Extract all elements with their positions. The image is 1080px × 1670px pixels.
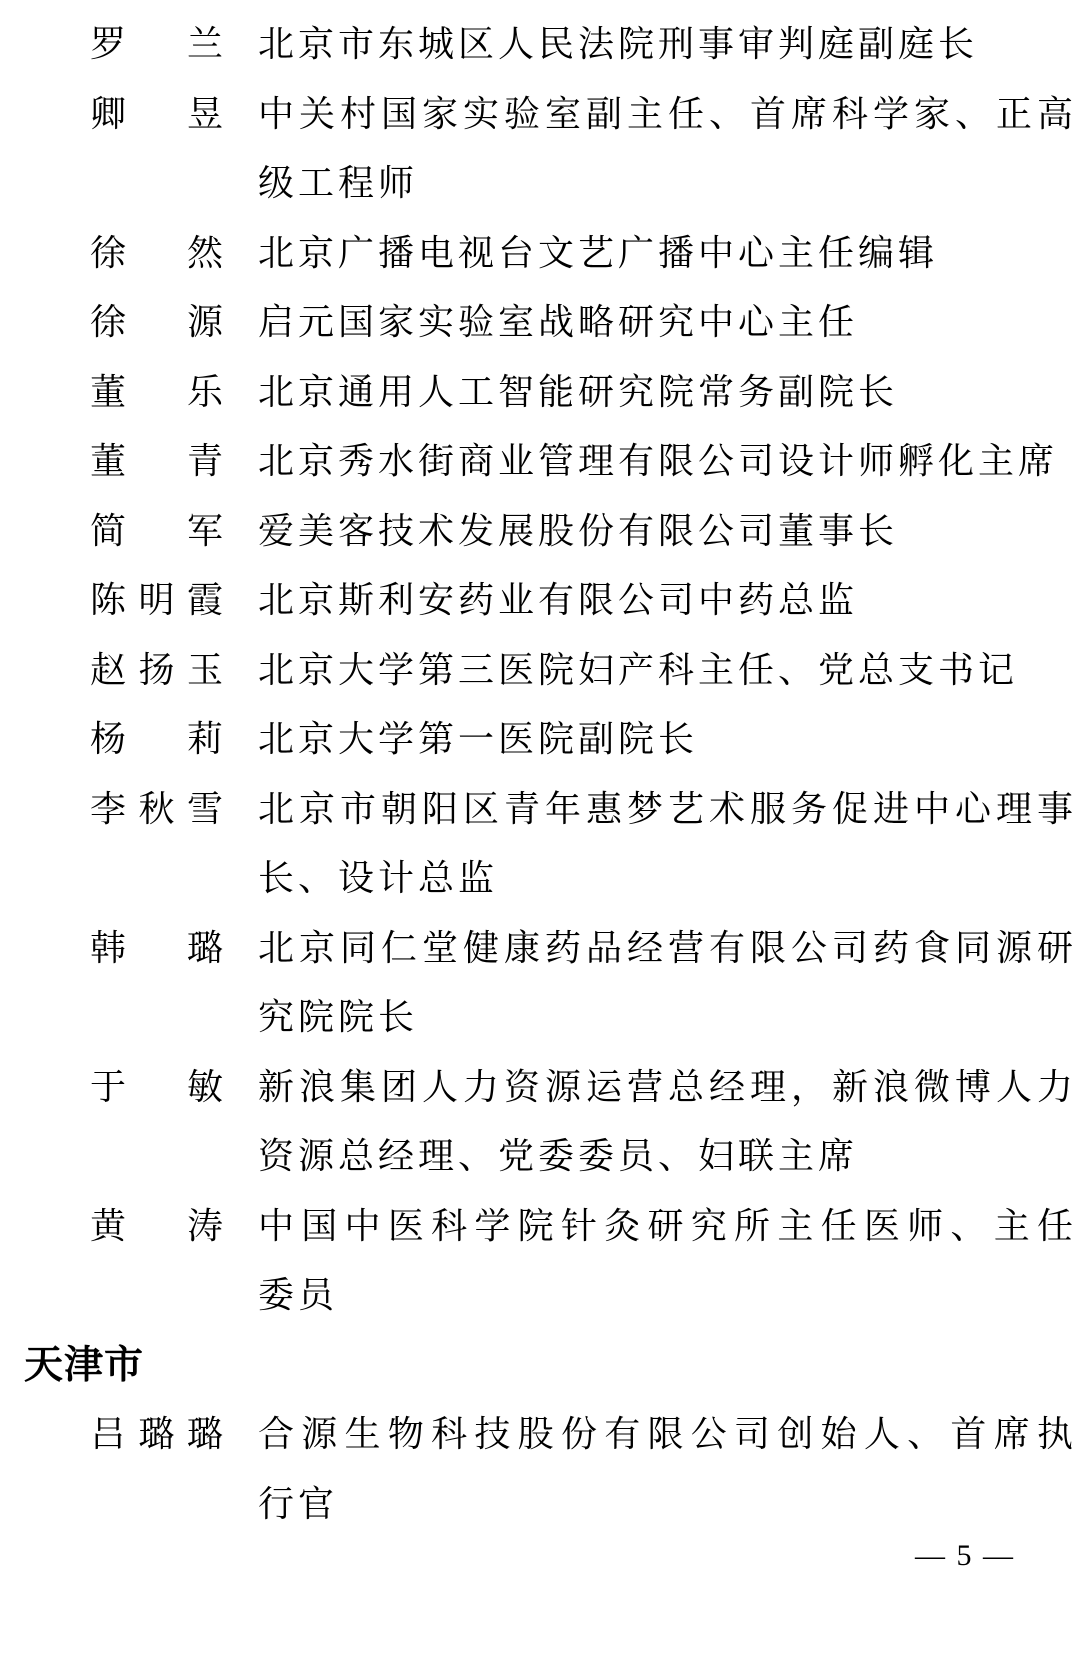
honoree-title [258,80,1077,219]
honoree-title [258,497,1077,567]
honoree-title [258,775,1077,914]
name-char: 赵 [90,649,127,690]
honoree-title [258,219,1077,289]
name-char: 璐 [138,1414,175,1454]
name-char: 霞 [186,580,223,620]
name-char: 董 [90,371,127,412]
title-line: 长、设计总监 [258,858,499,898]
honoree-name [90,80,223,150]
title-line: 启元国家实验室战略研究中心主任 [258,302,859,342]
name-char: 源 [186,302,223,342]
title-line: 北京大学第一医院副院长 [258,719,699,759]
honoree-title [258,914,1077,1053]
name-char: 陈 [90,580,127,620]
name-char: 明 [138,580,175,620]
honoree-name [90,358,223,428]
honoree-title [258,358,1077,428]
title-line: 北京斯利安药业有限公司中药总监 [258,580,859,620]
name-char: 璐 [186,1414,223,1454]
name-char: 韩 [90,927,127,968]
honoree-name [90,497,223,567]
name-char: 董 [90,441,127,481]
name-char: 然 [186,232,223,273]
honoree-name [90,775,223,845]
title-line: 合源生物科技股份有限公司创始人、首席执 [258,1414,1077,1454]
section-header: 天津市 [24,1343,145,1387]
honoree-title [258,566,1077,636]
honoree-name [90,566,223,636]
honoree-name [90,219,223,289]
title-line: 新浪集团人力资源运营总经理，新浪微博人力 [258,1066,1077,1107]
honoree-title [258,288,1077,358]
honoree-name [90,1053,223,1123]
honoree-title [258,636,1077,706]
name-char: 军 [186,510,223,551]
honoree-name [90,914,223,984]
title-line: 中关村国家实验室副主任、首席科学家、正高 [258,93,1077,134]
name-char: 吕 [90,1414,127,1454]
title-line: 委员 [258,1275,339,1315]
title-line: 资源总经理、党委委员、妇联主席 [258,1136,859,1176]
name-char: 青 [186,441,223,481]
name-char: 昱 [186,93,223,134]
honoree-title [258,1053,1077,1192]
name-char: 简 [90,510,127,551]
title-line: 级工程师 [258,163,419,203]
name-char: 乐 [186,371,223,412]
title-line: 北京市东城区人民法院刑事审判庭副庭长 [258,24,979,64]
name-char: 徐 [90,232,127,273]
name-char: 涛 [186,1205,223,1246]
honoree-title [258,427,1077,497]
name-char: 卿 [90,93,127,134]
name-char: 雪 [186,788,223,829]
honoree-title [258,705,1077,775]
title-line: 中国中医科学院针灸研究所主任医师、主任 [258,1205,1077,1246]
honoree-title [258,1192,1077,1331]
name-char: 敏 [186,1066,223,1107]
title-line: 北京广播电视台文艺广播中心主任编辑 [258,232,939,273]
honoree-title [258,1400,1077,1539]
title-line: 行官 [258,1483,339,1524]
title-line: 北京通用人工智能研究院常务副院长 [258,371,899,412]
name-char: 玉 [186,649,223,690]
name-char: 黄 [90,1205,127,1246]
name-char: 徐 [90,302,127,342]
name-char: 兰 [186,24,223,64]
title-line: 爱美客技术发展股份有限公司董事长 [258,510,899,551]
name-char: 莉 [186,719,223,759]
page-number: — 5 — [915,1539,1015,1572]
title-line: 北京秀水街商业管理有限公司设计师孵化主席 [258,441,1059,481]
name-char: 璐 [186,927,223,968]
honoree-name [90,427,223,497]
name-char: 秋 [138,788,175,829]
name-char: 杨 [90,719,127,759]
honoree-name [90,10,223,80]
honoree-name [90,636,223,706]
title-line: 究院院长 [258,997,419,1037]
name-char: 李 [90,788,127,829]
honoree-name [90,288,223,358]
honoree-name [90,705,223,775]
honoree-title [258,10,1077,80]
honoree-name [90,1400,223,1470]
title-line: 北京同仁堂健康药品经营有限公司药食同源研 [258,927,1077,968]
name-char: 于 [90,1066,127,1107]
title-line: 北京市朝阳区青年惠梦艺术服务促进中心理事 [258,788,1077,829]
honoree-name [90,1192,223,1262]
name-char: 扬 [138,649,175,690]
name-char: 罗 [90,24,127,64]
title-line: 北京大学第三医院妇产科主任、党总支书记 [258,649,1019,690]
